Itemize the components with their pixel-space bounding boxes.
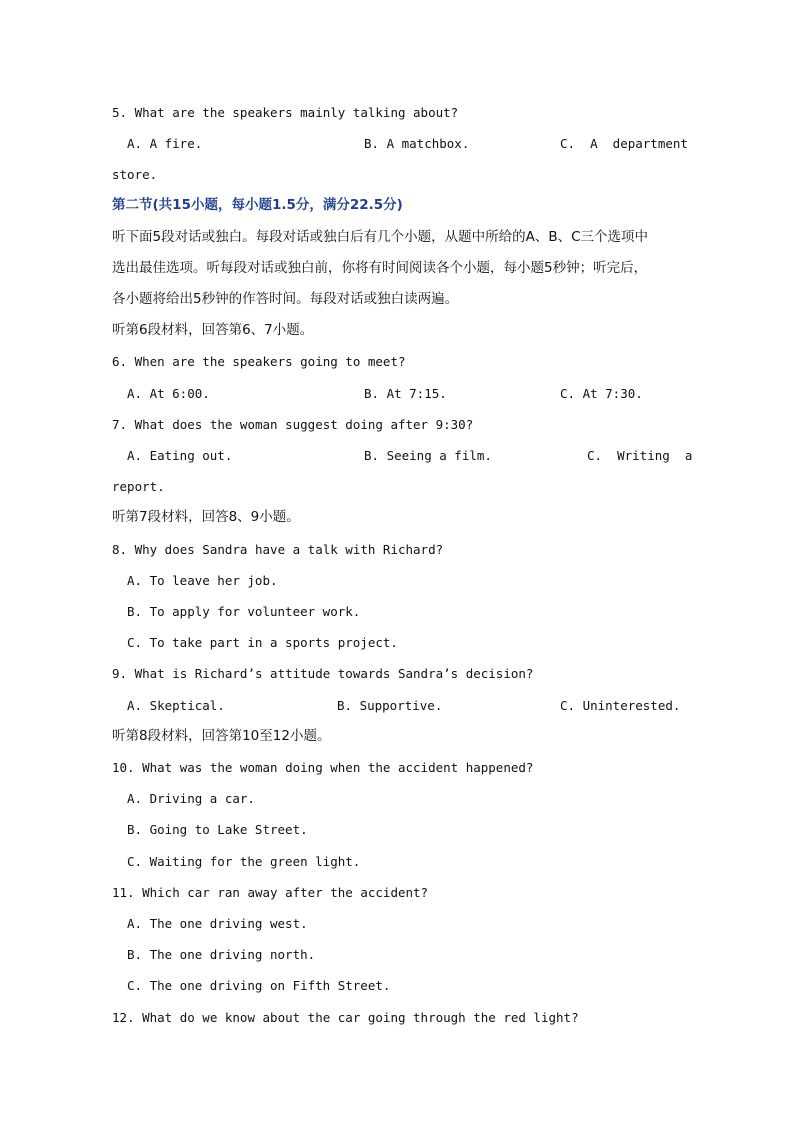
- instructions-line-3: 各小题将给出5秒钟的作答时间。每段对话或独白读两遍。: [112, 291, 459, 307]
- q7-option-c-continued: report.: [112, 479, 165, 494]
- q8-option-b: B. To apply for volunteer work.: [127, 604, 361, 619]
- q8-option-c: C. To take part in a sports project.: [127, 635, 398, 650]
- q9-option-a: A. Skeptical.: [127, 698, 225, 713]
- question-7: 7. What does the woman suggest doing after 9:30?: [112, 417, 474, 432]
- instructions-line-2: 选出最佳选项。听每段对话或独白前，你将有时间阅读各个小题，每小题5秒钟；听完后，: [112, 260, 648, 276]
- q10-option-c: C. Waiting for the green light.: [127, 854, 361, 869]
- q6-option-b: B. At 7:15.: [364, 386, 447, 401]
- q11-option-b: B. The one driving north.: [127, 947, 316, 962]
- q5-option-a: A. A fire.: [127, 136, 203, 151]
- question-5: 5. What are the speakers mainly talking about?: [112, 105, 459, 120]
- question-6: 6. When are the speakers going to meet?: [112, 354, 406, 369]
- question-9: 9. What is Richard’s attitude towards Sandra’s decision?: [112, 666, 534, 681]
- q10-option-b: B. Going to Lake Street.: [127, 822, 308, 837]
- q5-option-c: C. A department: [560, 136, 688, 151]
- q7-option-c: C. Writing a: [587, 448, 693, 463]
- q7-option-a: A. Eating out.: [127, 448, 233, 463]
- q7-option-b: B. Seeing a film.: [364, 448, 492, 463]
- question-12: 12. What do we know about the car going through the red light?: [112, 1010, 579, 1025]
- q6-option-a: A. At 6:00.: [127, 386, 210, 401]
- question-11: 11. Which car ran away after the accident?: [112, 885, 429, 900]
- question-8: 8. Why does Sandra have a talk with Richard?: [112, 542, 444, 557]
- q11-option-c: C. The one driving on Fifth Street.: [127, 978, 391, 993]
- instructions-line-1: 听下面5段对话或独白。每段对话或独白后有几个小题，从题中所给的A、B、C三个选项中: [112, 229, 649, 245]
- q5-option-b: B. A matchbox.: [364, 136, 470, 151]
- q6-option-c: C. At 7:30.: [560, 386, 643, 401]
- material-8-instruction: 听第8段材料，回答第10至12小题。: [112, 728, 331, 744]
- material-7-instruction: 听第7段材料，回答8、9小题。: [112, 509, 300, 525]
- q8-option-a: A. To leave her job.: [127, 573, 278, 588]
- section-heading: 第二节(共15小题，每小题1.5分，满分22.5分): [112, 197, 403, 213]
- question-10: 10. What was the woman doing when the accident happened?: [112, 760, 534, 775]
- q10-option-a: A. Driving a car.: [127, 791, 255, 806]
- q11-option-a: A. The one driving west.: [127, 916, 308, 931]
- q5-option-c-continued: store.: [112, 167, 158, 182]
- q9-option-b: B. Supportive.: [337, 698, 443, 713]
- q9-option-c: C. Uninterested.: [560, 698, 681, 713]
- material-6-instruction: 听第6段材料，回答第6、7小题。: [112, 322, 314, 338]
